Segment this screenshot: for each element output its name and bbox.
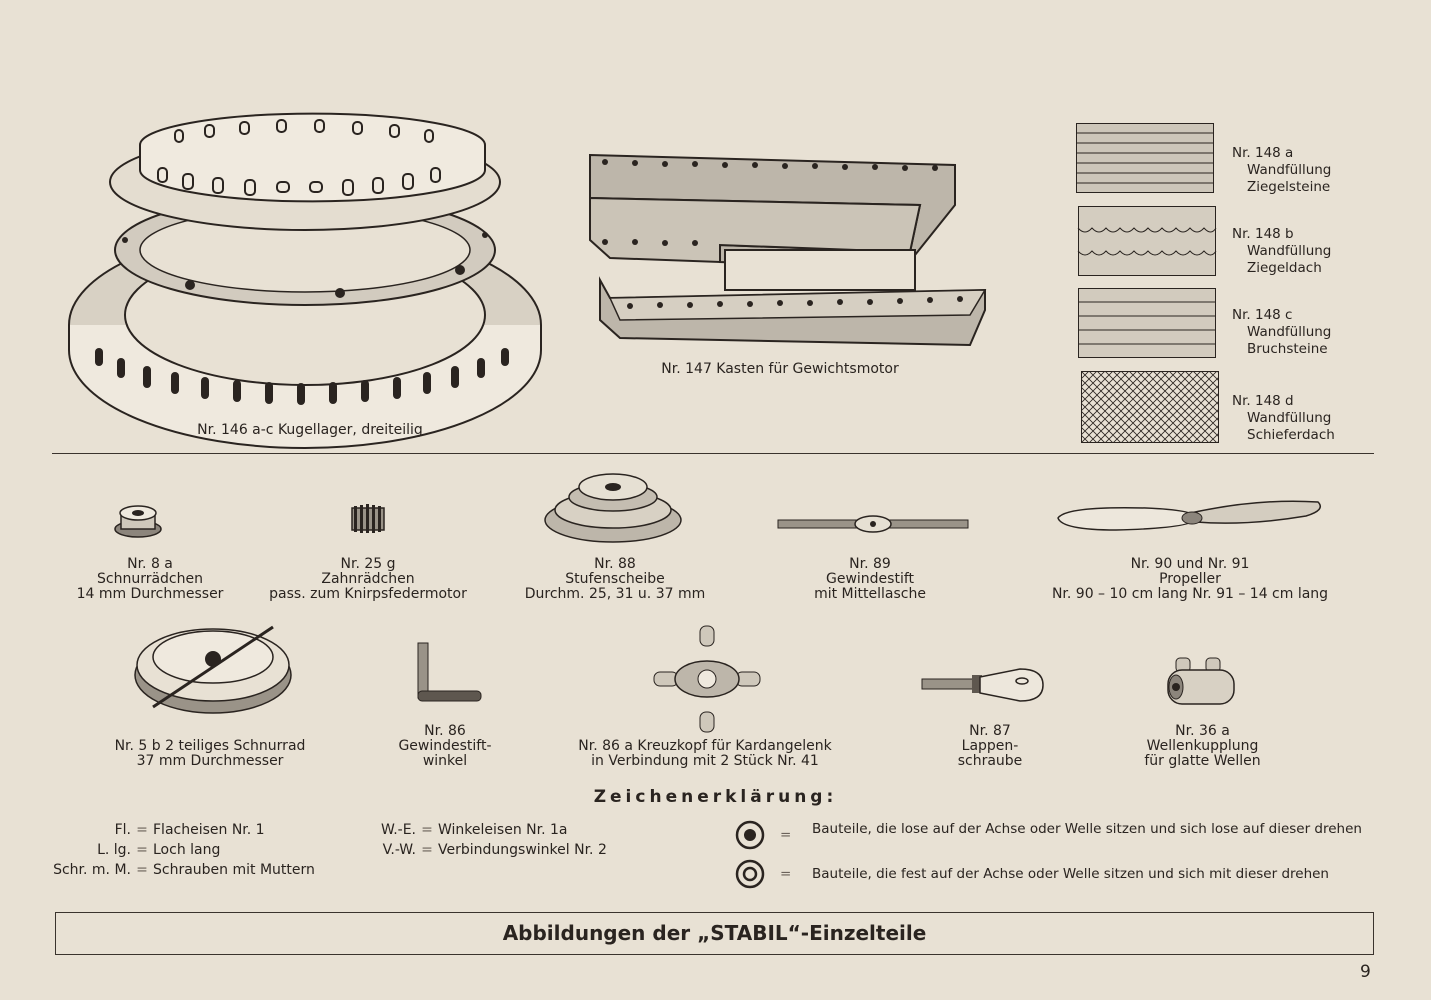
part-87-number: Nr. 87 xyxy=(969,723,1011,739)
lug-screw-illustration xyxy=(920,665,1045,705)
part-148b-desc: Ziegeldach xyxy=(1247,260,1322,276)
propeller-illustration xyxy=(1056,496,1326,538)
part-88-name: Stufenscheibe xyxy=(565,571,665,587)
part-148d-number: Nr. 148 d xyxy=(1232,393,1294,409)
legend-abbr: V.-W. xyxy=(382,842,416,858)
weight-motor-box-illustration xyxy=(580,150,1000,350)
loose-bearing-icon xyxy=(735,820,765,850)
brick-wall-panel-icon xyxy=(1076,123,1214,193)
part-86-name: Gewindestift- xyxy=(398,738,492,754)
part-146-label: Nr. 146 a-c Kugellager, dreiteilig xyxy=(197,422,423,438)
part-88-desc: Durchm. 25, 31 u. 37 mm xyxy=(524,586,706,602)
part-90-number: Nr. 90 und Nr. 91 xyxy=(1130,556,1250,572)
small-gear-illustration xyxy=(348,500,388,536)
roof-tile-panel-icon xyxy=(1078,206,1216,276)
legend-abbr: W.-E. xyxy=(380,822,416,838)
legend-meaning: Loch lang xyxy=(153,842,221,858)
rubble-stone-panel-icon xyxy=(1078,288,1216,358)
legend-meaning: Verbindungswinkel Nr. 2 xyxy=(438,842,607,858)
legend-row xyxy=(40,840,315,860)
part-148a-number: Nr. 148 a xyxy=(1232,145,1294,161)
part-25g-number: Nr. 25 g xyxy=(340,556,396,572)
part-148b-caption xyxy=(1232,226,1331,277)
part-87-caption xyxy=(915,724,1065,769)
legend-row xyxy=(360,820,607,840)
legend-abbreviations-left xyxy=(40,820,315,880)
cord-pulley-small-illustration xyxy=(113,503,163,539)
part-5b-number: Nr. 5 b 2 teiliges Schnurrad xyxy=(114,738,306,754)
legend-row xyxy=(40,860,315,880)
part-148b-type: Wandfüllung xyxy=(1247,243,1332,259)
part-89-caption xyxy=(770,557,970,602)
legend-abbr: Fl. xyxy=(114,822,131,838)
part-89-desc: mit Mittellasche xyxy=(814,586,926,602)
part-36a-caption xyxy=(1115,724,1290,769)
part-25g-caption xyxy=(238,557,498,602)
legend-row xyxy=(360,840,607,860)
legend-symbol-equals: = xyxy=(780,866,792,882)
part-8a-desc: 14 mm Durchmesser xyxy=(76,586,224,602)
legend-equals: = xyxy=(136,822,148,838)
part-148d-type: Wandfüllung xyxy=(1247,410,1332,426)
part-148c-number: Nr. 148 c xyxy=(1232,307,1293,323)
legend-meaning: Schrauben mit Muttern xyxy=(153,862,315,878)
part-36a-number: Nr. 36 a xyxy=(1175,723,1230,739)
part-36a-name: Wellenkupplung xyxy=(1146,738,1259,754)
section-divider xyxy=(52,453,1374,454)
part-88-number: Nr. 88 xyxy=(594,556,636,572)
part-148a-type: Wandfüllung xyxy=(1247,162,1332,178)
slate-roof-panel-icon xyxy=(1081,371,1219,443)
page-title: Abbildungen der „STABIL“-Einzelteile xyxy=(55,912,1374,955)
part-87-desc: schraube xyxy=(957,753,1023,769)
part-87-name: Lappen- xyxy=(961,738,1019,754)
two-part-pulley-illustration xyxy=(133,617,293,717)
part-86a-desc: in Verbindung mit 2 Stück Nr. 41 xyxy=(591,753,819,769)
part-148a-desc: Ziegelsteine xyxy=(1247,179,1331,195)
part-148c-caption xyxy=(1232,307,1331,358)
legend-meaning: Winkeleisen Nr. 1a xyxy=(438,822,568,838)
part-8a-number: Nr. 8 a xyxy=(127,556,173,572)
part-148d-caption xyxy=(1232,393,1335,444)
part-25g-desc: pass. zum Knirpsfedermotor xyxy=(269,586,467,602)
part-88-caption xyxy=(500,557,730,602)
part-8a-caption xyxy=(50,557,250,602)
part-86a-caption xyxy=(555,739,855,769)
part-36a-desc: für glatte Wellen xyxy=(1144,753,1261,769)
part-90-desc: Nr. 90 – 10 cm lang Nr. 91 – 14 cm lang xyxy=(1051,586,1329,602)
legend-equals: = xyxy=(136,862,148,878)
part-90-name: Propeller xyxy=(1159,571,1221,587)
cross-head-illustration xyxy=(652,624,762,734)
part-86-caption xyxy=(375,724,515,769)
part-89-number: Nr. 89 xyxy=(849,556,891,572)
threaded-pin-angle-illustration xyxy=(415,643,485,708)
part-5b-caption xyxy=(80,739,340,769)
threaded-rod-illustration xyxy=(776,512,971,536)
legend-row xyxy=(40,820,315,840)
part-146-caption xyxy=(150,423,470,438)
legend-equals: = xyxy=(136,842,148,858)
legend-equals: = xyxy=(421,842,433,858)
part-90-caption xyxy=(1020,557,1360,602)
part-86-number: Nr. 86 xyxy=(424,723,466,739)
part-8a-name: Schnurrädchen xyxy=(97,571,203,587)
legend-fixed-text: Bauteile, die fest auf der Achse oder Welle sitzen und sich mit dieser drehen xyxy=(812,866,1329,882)
part-148c-type: Wandfüllung xyxy=(1247,324,1332,340)
part-89-name: Gewindestift xyxy=(825,571,915,587)
page-number: 9 xyxy=(1360,962,1371,982)
part-25g-name: Zahnrädchen xyxy=(321,571,415,587)
legend-abbreviations-middle xyxy=(360,820,607,860)
shaft-coupling-illustration xyxy=(1162,654,1242,710)
fixed-bearing-icon xyxy=(735,859,765,889)
legend-abbr: L. lg. xyxy=(97,842,131,858)
part-148b-number: Nr. 148 b xyxy=(1232,226,1294,242)
ball-bearing-illustration xyxy=(65,110,545,430)
step-pulley-illustration xyxy=(543,465,683,545)
part-148c-desc: Bruchsteine xyxy=(1247,341,1328,357)
legend-symbol-equals: = xyxy=(780,827,792,843)
part-147-label: Nr. 147 Kasten für Gewichtsmotor xyxy=(661,361,899,377)
legend-meaning: Flacheisen Nr. 1 xyxy=(153,822,265,838)
part-148d-desc: Schieferdach xyxy=(1247,427,1335,443)
part-5b-desc: 37 mm Durchmesser xyxy=(136,753,284,769)
part-86a-number: Nr. 86 a Kreuzkopf für Kardangelenk xyxy=(578,738,832,754)
legend-abbr: Schr. m. M. xyxy=(53,862,131,878)
part-86-desc: winkel xyxy=(422,753,468,769)
part-147-caption xyxy=(620,362,940,377)
legend-loose-text: Bauteile, die lose auf der Achse oder Welle sitzen und sich lose auf dieser drehen xyxy=(812,821,1362,837)
legend-equals: = xyxy=(421,822,433,838)
part-148a-caption xyxy=(1232,145,1331,196)
legend-title: Zeichenerklärung: xyxy=(593,787,838,807)
